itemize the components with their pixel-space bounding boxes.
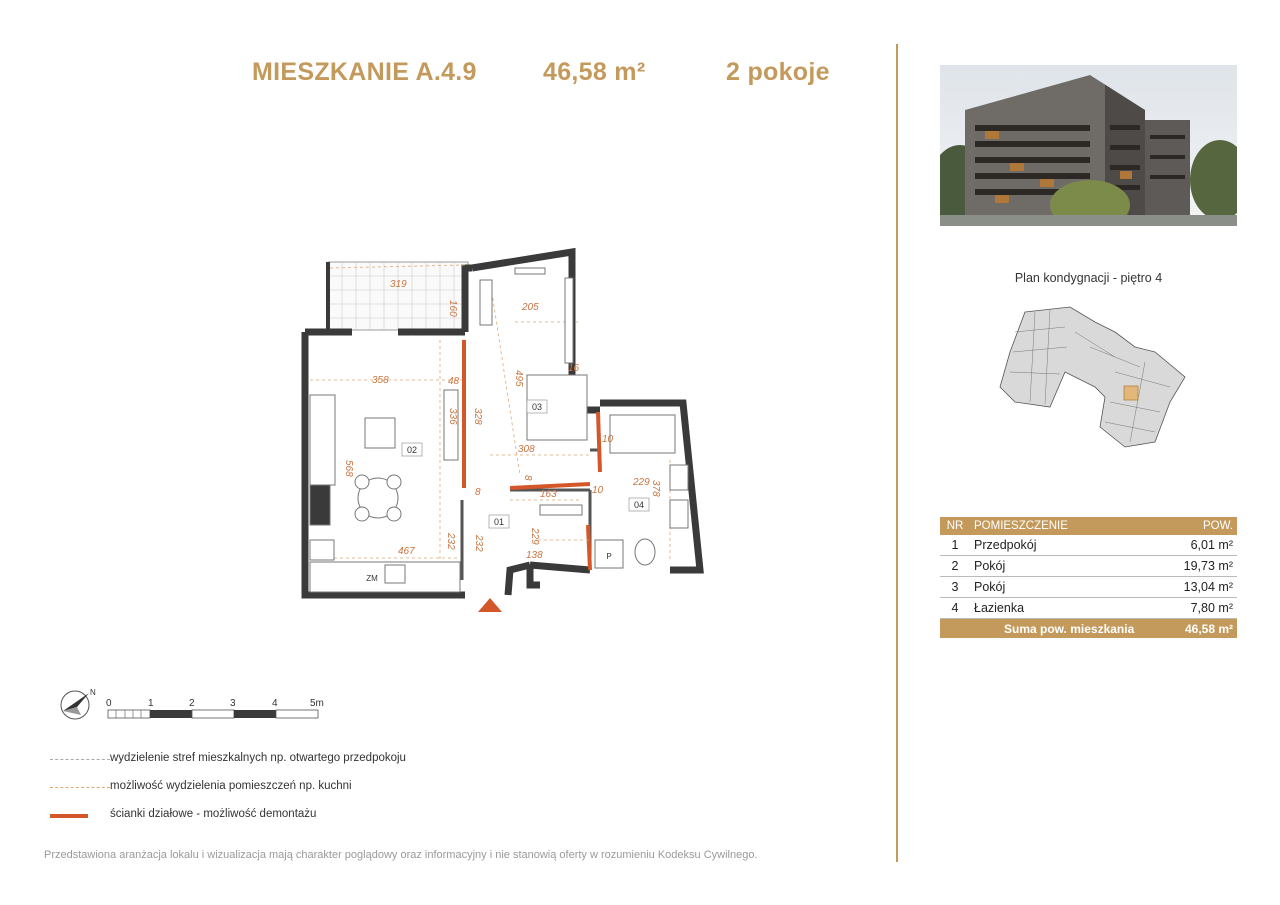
row-name: Pokój: [970, 556, 1169, 577]
dim-label: 8: [522, 475, 533, 481]
dim-label: 568: [343, 460, 354, 477]
scale-tick: 2: [189, 698, 195, 709]
room-label: 02: [406, 445, 418, 455]
north-label: N: [90, 688, 96, 697]
dim-label: 358: [372, 375, 389, 386]
legend-swatch-dashed-orange: [50, 787, 110, 788]
dim-label: 10: [602, 434, 614, 445]
dim-label: 205: [522, 302, 539, 313]
row-area: 6,01 m²: [1169, 535, 1237, 556]
legend-text: ścianki działowe - możliwość demontażu: [110, 808, 317, 820]
dim-label: 232: [445, 533, 456, 550]
apartment-area: 46,58 m²: [543, 58, 646, 86]
row-nr: 4: [940, 598, 970, 619]
apartment-rooms: 2 pokoje: [726, 58, 830, 86]
dim-label: 336: [447, 408, 458, 425]
keyplan-title: Plan kondygnacji - piętro 4: [1014, 271, 1163, 285]
dim-label: 495: [513, 370, 524, 387]
fridge-label: ZM: [366, 574, 378, 583]
col-room: POMIESZCZENIE: [970, 517, 1169, 535]
row-nr: 3: [940, 577, 970, 598]
row-area: 19,73 m²: [1169, 556, 1237, 577]
building-photo: [940, 65, 1237, 226]
scale-tick: 4: [272, 698, 278, 709]
north-arrow-icon: [61, 688, 96, 719]
dim-label: 8: [475, 487, 481, 498]
legend-text: wydzielenie stref mieszkalnych np. otwartego przedpokoju: [110, 752, 406, 764]
dim-label: 229: [633, 477, 650, 488]
p-label: P: [606, 552, 612, 561]
table-row: [940, 556, 1237, 577]
col-area: POW.: [1169, 517, 1237, 535]
apartment-title: MIESZKANIE A.4.9: [252, 58, 477, 86]
table-row: [940, 577, 1237, 598]
balcony: [326, 262, 468, 330]
scale-tick: 5m: [310, 698, 324, 709]
legend-swatch-solid-orange: [50, 814, 88, 818]
row-nr: 2: [940, 556, 970, 577]
dim-label: 16: [568, 363, 580, 374]
dim-label: 378: [650, 480, 661, 497]
dim-label: 319: [390, 279, 407, 290]
sum-value: 46,58 m²: [1169, 619, 1237, 639]
scale-tick: 3: [230, 698, 236, 709]
dim-label: 138: [526, 550, 543, 561]
table-sum-row: [940, 619, 1237, 639]
floor-keyplan: [995, 292, 1190, 448]
row-nr: 1: [940, 535, 970, 556]
vertical-divider: [896, 44, 898, 862]
scale-bar: [55, 687, 345, 727]
room-label: 01: [493, 517, 505, 527]
floor-plan: [290, 240, 720, 620]
legend-text: możliwość wydzielenia pomieszczeń np. kuchni: [110, 780, 352, 792]
sum-label: Suma pow. mieszkania: [970, 619, 1169, 639]
table-row: [940, 535, 1237, 556]
room-table: [940, 517, 1237, 638]
dim-label: 229: [529, 528, 540, 545]
scale-tick: 1: [148, 698, 154, 709]
dim-label: 160: [447, 300, 458, 317]
dim-label: 467: [398, 546, 415, 557]
dim-label: 328: [472, 408, 483, 425]
col-nr: NR: [940, 517, 970, 535]
room-label: 04: [633, 500, 645, 510]
legend-swatch-dashed-gray: [50, 759, 110, 760]
row-name: Łazienka: [970, 598, 1169, 619]
table-row: [940, 598, 1237, 619]
dim-label: 10: [592, 485, 604, 496]
room-label: 03: [531, 402, 543, 412]
disclaimer: Przedstawiona aranżacja lokalu i wizualizacja mają charakter poglądowy oraz informacyjny i nie stanowią oferty w rozumieniu Kodeksu Cywilnego.: [44, 849, 758, 861]
dim-label: 232: [473, 535, 484, 552]
scale-tick: 0: [106, 698, 112, 709]
row-name: Pokój: [970, 577, 1169, 598]
row-area: 7,80 m²: [1169, 598, 1237, 619]
entrance-marker: [478, 598, 502, 612]
dim-label: 163: [540, 489, 557, 500]
table-header: [940, 517, 1237, 535]
row-area: 13,04 m²: [1169, 577, 1237, 598]
dim-label: 308: [518, 444, 535, 455]
dim-label: 48: [448, 376, 460, 387]
row-name: Przedpokój: [970, 535, 1169, 556]
